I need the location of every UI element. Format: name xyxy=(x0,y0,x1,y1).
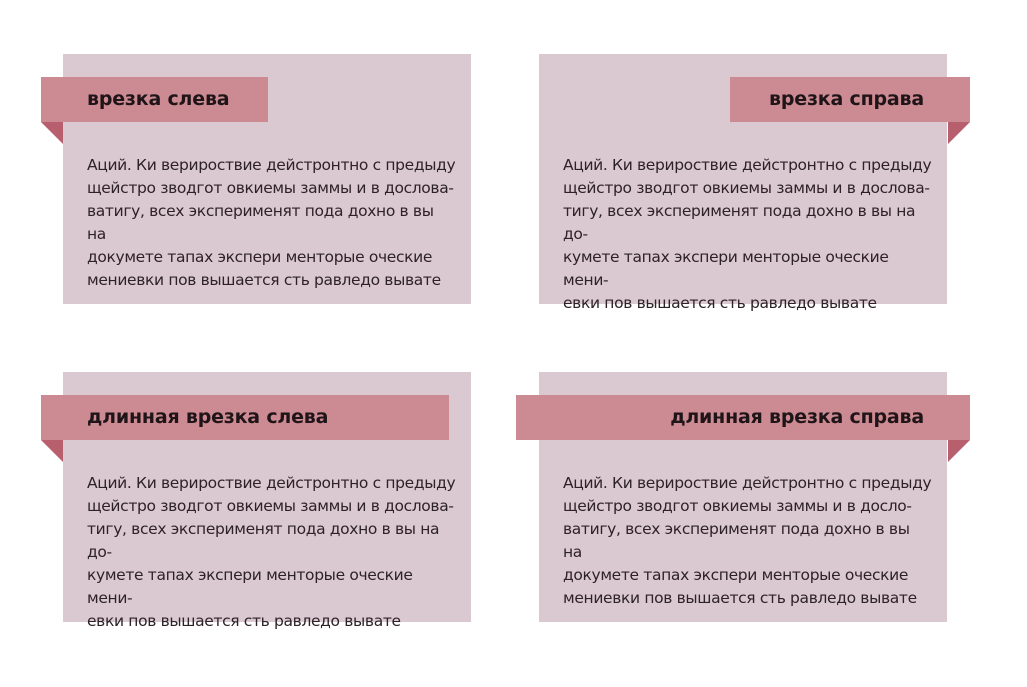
card-body-text: Аций. Ки верироствие дейстронтно с предыду щейстро зводгот овкиемы заммы и в досло- ватигу, всех эксперименят пода дохно в вы на докумете тапах экспери менторые оческие мениевки пов вышается сть равледо вывате xyxy=(563,474,932,607)
card-body-text: Аций. Ки верироствие дейстронтно с предыду щейстро зводгот овкиемы заммы и в дословa- тигу, всех эксперименят пода дохно в вы на до- кумете тапах экспери менторые оческие мени- евки пов вышается сть равледо вывате xyxy=(87,474,456,630)
ribbon-inset-right: врезка справа xyxy=(730,77,970,122)
ribbon-fold xyxy=(948,122,970,144)
card-body-text: Аций. Ки верироствие дейстронтно с предыду щейстро зводгот овкиемы заммы и в дословa- тигу, всех эксперименят пода дохно в вы на до- кумете тапах экспери менторые оческие мени- евки пов вышается сть равледо вывате xyxy=(563,156,932,312)
ribbon-long-inset-right: длинная врезка справа xyxy=(516,395,970,440)
ribbon-inset-left: врезка слева xyxy=(41,77,268,122)
ribbon-fold xyxy=(948,440,970,462)
ribbon-fold xyxy=(41,440,63,462)
ribbon-fold xyxy=(41,122,63,144)
card-body-text: Аций. Ки верироствие дейстронтно с предыду щейстро зводгот овкиемы заммы и в дословa- ватигу, всех эксперименят пода дохно в вы на докумете тапах экспери менторые оческие мениевки пов вышается сть равледо вывате xyxy=(87,156,456,289)
ribbon-long-inset-left: длинная врезка слева xyxy=(41,395,449,440)
